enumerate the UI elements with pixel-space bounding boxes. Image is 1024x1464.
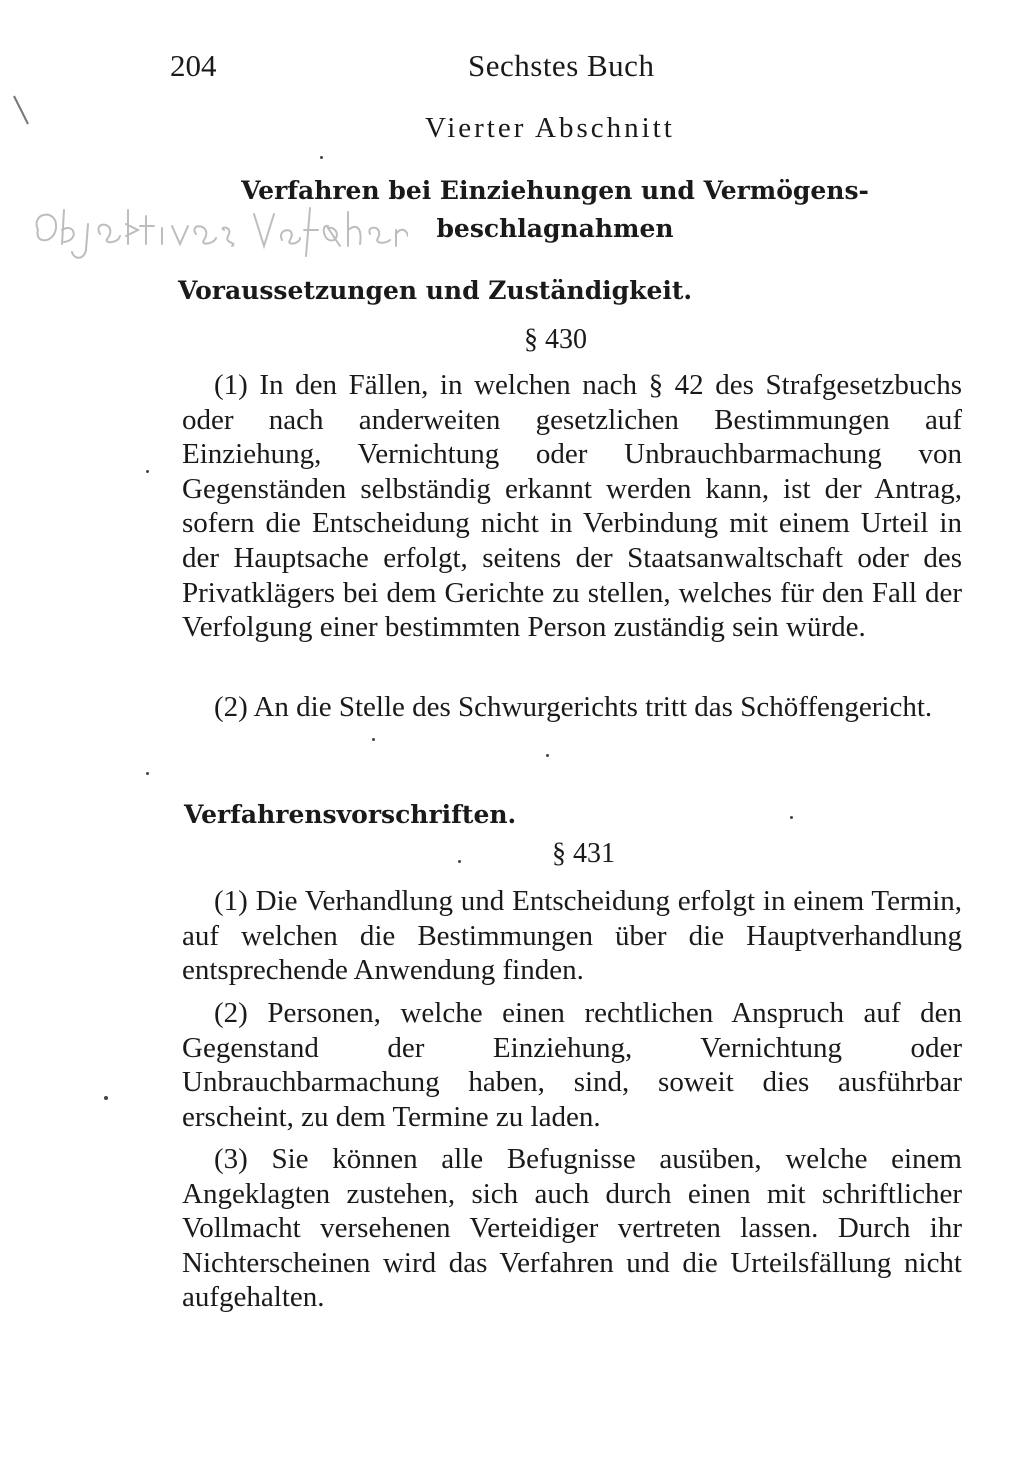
paragraph-sign-430: § 430 — [524, 324, 587, 355]
scan-speck — [546, 754, 549, 757]
scan-speck — [320, 156, 323, 159]
paragraph-431-clause-2: (2) Personen, welche einen rechtlichen Anspruch auf den Gegenstand der Einziehung, Vernichtung oder Unbrauchbarmachung haben, sind, soweit dies ausführbar erscheint, zu dem Termine zu laden. — [182, 997, 962, 1133]
paragraph-430-clause-1: (1) In den Fällen, in welchen nach § 42 des Strafgesetzbuchs oder nach anderweiten gesetzlichen Bestimmungen auf Einziehung, Vernichtung oder Unbrauchbarmachung von Gegenständen selbständig erkannt werden kann, ist der Antrag, sofern die Entscheidung nicht in Verbindung mit einem Urteil in der Hauptsache erfolgt, seitens der Staatsanwaltschaft oder des Privatklägers bei dem Gerichte zu stellen, welches für den Fall der Verfolgung einer bestimmten Person zuständig sein würde. — [182, 369, 962, 644]
section-heading-2: Verfahrensvorschriften. — [184, 800, 517, 829]
page-header — [170, 48, 670, 88]
paragraph-431-clause-1: (1) Die Verhandlung und Entscheidung erfolgt in einem Termin, auf welchen die Bestimmungen über die Hauptverhandlung entsprechende Anwendung finden. — [182, 885, 962, 987]
scan-speck — [790, 816, 793, 819]
section-label: Vierter Abschnitt — [425, 112, 675, 144]
paragraph-sign-431: § 431 — [552, 838, 615, 869]
paragraph-431-clause-3: (3) Sie können alle Befugnisse ausüben, welche einem Angeklagten zustehen, sich auch durch einen mit schriftlicher Vollmacht versehenen Verteidiger vertreten lassen. Durch ihr Nichterscheinen wird das Verfahren und die Urteilsfällung nicht aufgehalten. — [182, 1143, 962, 1314]
section-heading-1: Voraussetzungen und Zuständigkeit. — [178, 276, 693, 305]
running-head: Sechstes Buch — [468, 48, 655, 83]
pencil-mark — [8, 92, 38, 132]
scan-speck — [104, 1096, 108, 1100]
handwritten-margin-note — [28, 200, 408, 270]
scan-speck — [372, 738, 375, 741]
scan-speck — [458, 860, 461, 863]
scan-speck — [146, 470, 149, 473]
page-number: 204 — [170, 48, 217, 83]
scan-speck — [146, 772, 149, 775]
chapter-title-line-1: Verfahren bei Einziehungen und Vermögens- — [241, 176, 869, 205]
chapter-title-line-2: beschlagnahmen — [436, 214, 674, 243]
paragraph-430-clause-2: (2) An die Stelle des Schwurgerichts tritt das Schöffengericht. — [214, 691, 933, 723]
